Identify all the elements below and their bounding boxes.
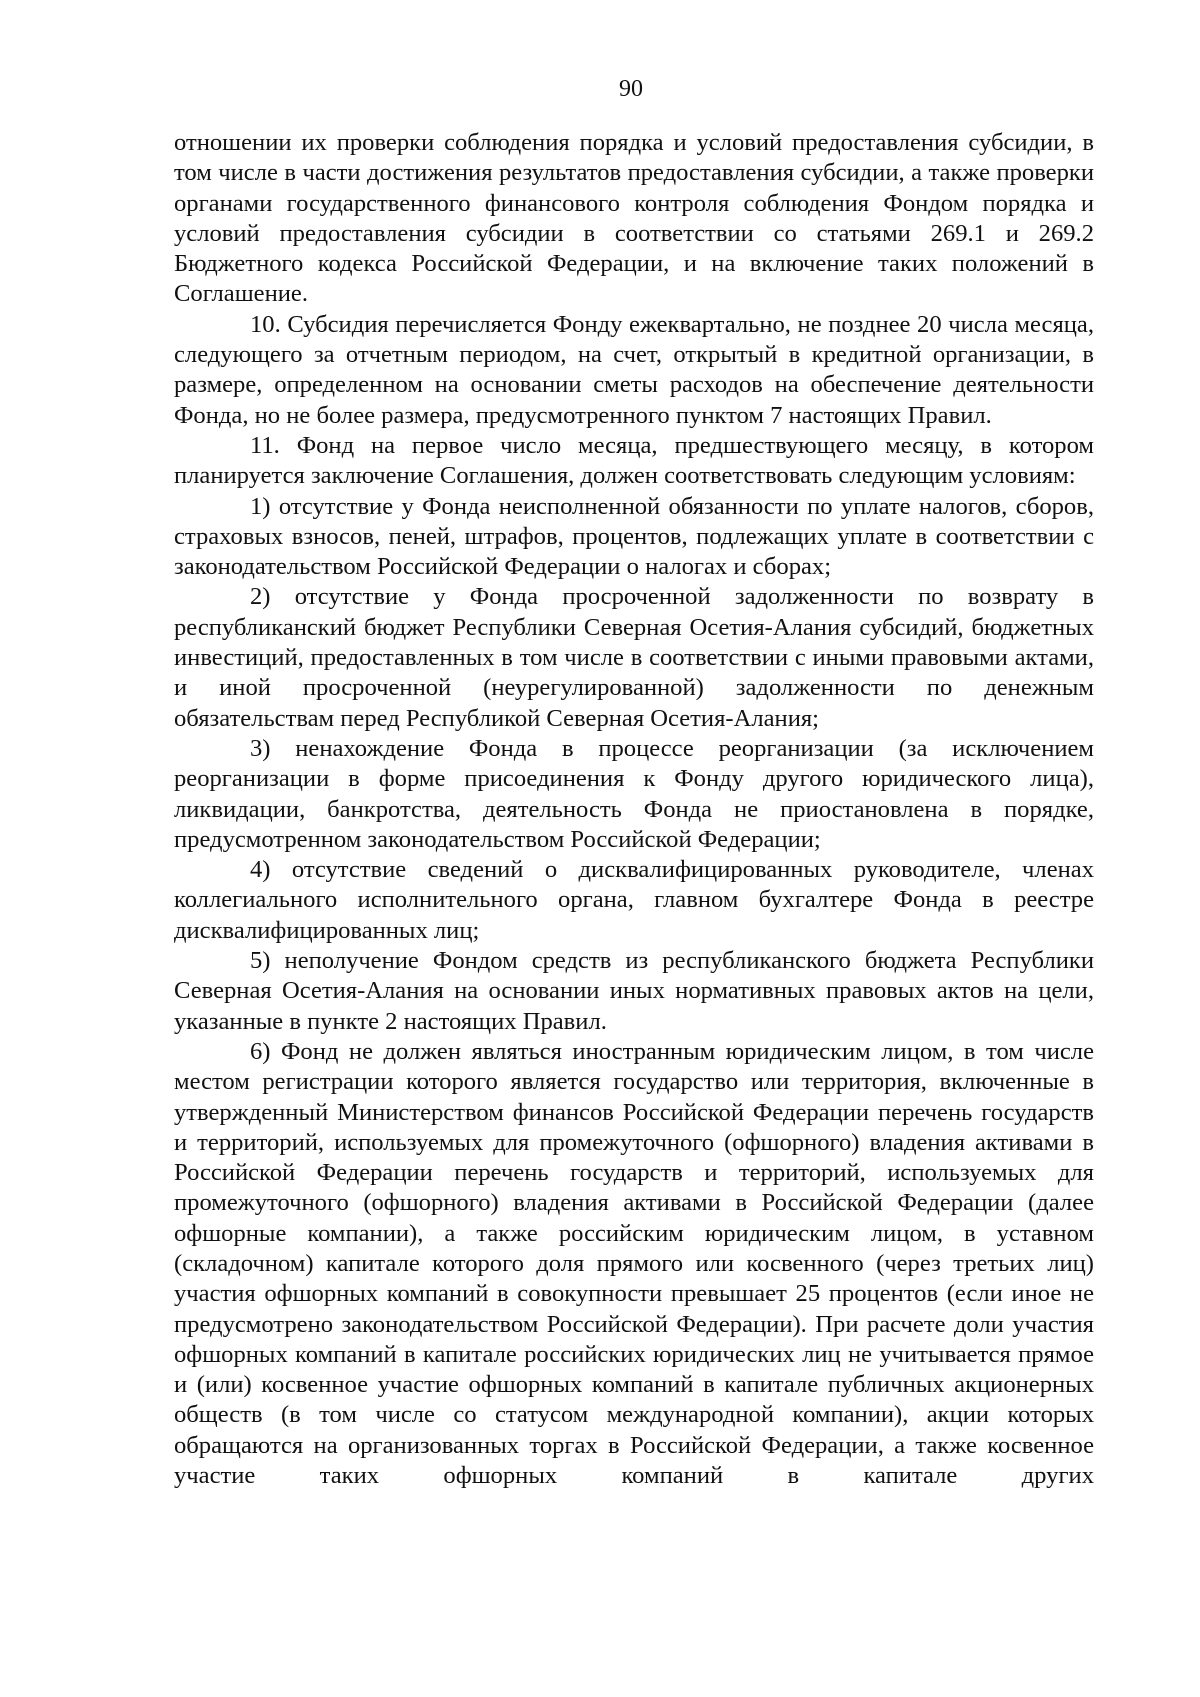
- list-item-1: 1) отсутствие у Фонда неисполненной обязанности по уплате налогов, сборов, страховых взносов, пеней, штрафов, процентов, подлежащих уплате в соответствии с законодательством Российской Федерации о налогах и сборах;: [174, 492, 1094, 581]
- list-item-3: 3) ненахождение Фонда в процессе реорганизации (за исключением реорганизации в форме присоединения к Фонду другого юридического лица), ликвидации, банкротства, деятельность Фонда не приостановлена в порядке, предусмотренном законодательством Российской Федерации;: [174, 734, 1094, 853]
- document-body: [174, 128, 1094, 1491]
- list-item-6: 6) Фонд не должен являться иностранным юридическим лицом, в том числе местом регистрации которого является государство или территория, включенные в утвержденный Министерством финансов Российской Федерации перечень государств и территорий, используемых для промежуточного (офшорного) владения активами в Российской Федерации перечень государств и территорий, используемых для промежуточного (офшорного) владения активами в Российской Федерации (далее офшорные компании), а также российским юридическим лицом, в уставном (складочном) капитале которого доля прямого или косвенного (через третьих лиц) участия офшорных компаний в совокупности превышает 25 процентов (если иное не предусмотрено законодательством Российской Федерации). При расчете доли участия офшорных компаний в капитале российских юридических лиц не учитывается прямое и (или) косвенное участие офшорных компаний в капитале публичных акционерных обществ (в том числе со статусом международной компании), акции которых обращаются на организованных торгах в Российской Федерации, а также косвенное участие таких офшорных компаний в капитале других: [174, 1037, 1094, 1490]
- list-item-2: 2) отсутствие у Фонда просроченной задолженности по возврату в республиканский бюджет Республики Северная Осетия-Алания субсидий, бюджетных инвестиций, предоставленных в том числе в соответствии с иными правовыми актами, и иной просроченной (неурегулированной) задолженности по денежным обязательствам перед Республикой Северная Осетия-Алания;: [174, 583, 1094, 732]
- list-item-5: 5) неполучение Фондом средств из республиканского бюджета Республики Северная Осетия-Алания на основании иных нормативных правовых актов на цели, указанные в пункте 2 настоящих Правил.: [174, 947, 1094, 1035]
- paragraph-item-11: 11. Фонд на первое число месяца, предшествующего месяцу, в котором планируется заключение Соглашения, должен соответствовать следующим условиям:: [174, 431, 1094, 490]
- list-item-4: 4) отсутствие сведений о дисквалифицированных руководителе, членах коллегиального исполнительного органа, главном бухгалтере Фонда в реестре дисквалифицированных лиц;: [174, 856, 1094, 944]
- page-number: 90: [619, 76, 643, 102]
- paragraph-continuation: отношении их проверки соблюдения порядка и условий предоставления субсидии, в том числе в части достижения результатов предоставления субсидии, а также проверки органами государственного финансового контроля соблюдения Фондом порядка и условий предоставления субсидии в соответствии со статьями 269.1 и 269.2 Бюджетного кодекса Российской Федерации, и на включение таких положений в Соглашение.: [174, 129, 1094, 308]
- paragraph-item-10: 10. Субсидия перечисляется Фонду ежеквартально, не позднее 20 числа месяца, следующего за отчетным периодом, на счет, открытый в кредитной организации, в размере, определенном на основании сметы расходов на обеспечение деятельности Фонда, но не более размера, предусмотренного пунктом 7 настоящих Правил.: [174, 310, 1094, 429]
